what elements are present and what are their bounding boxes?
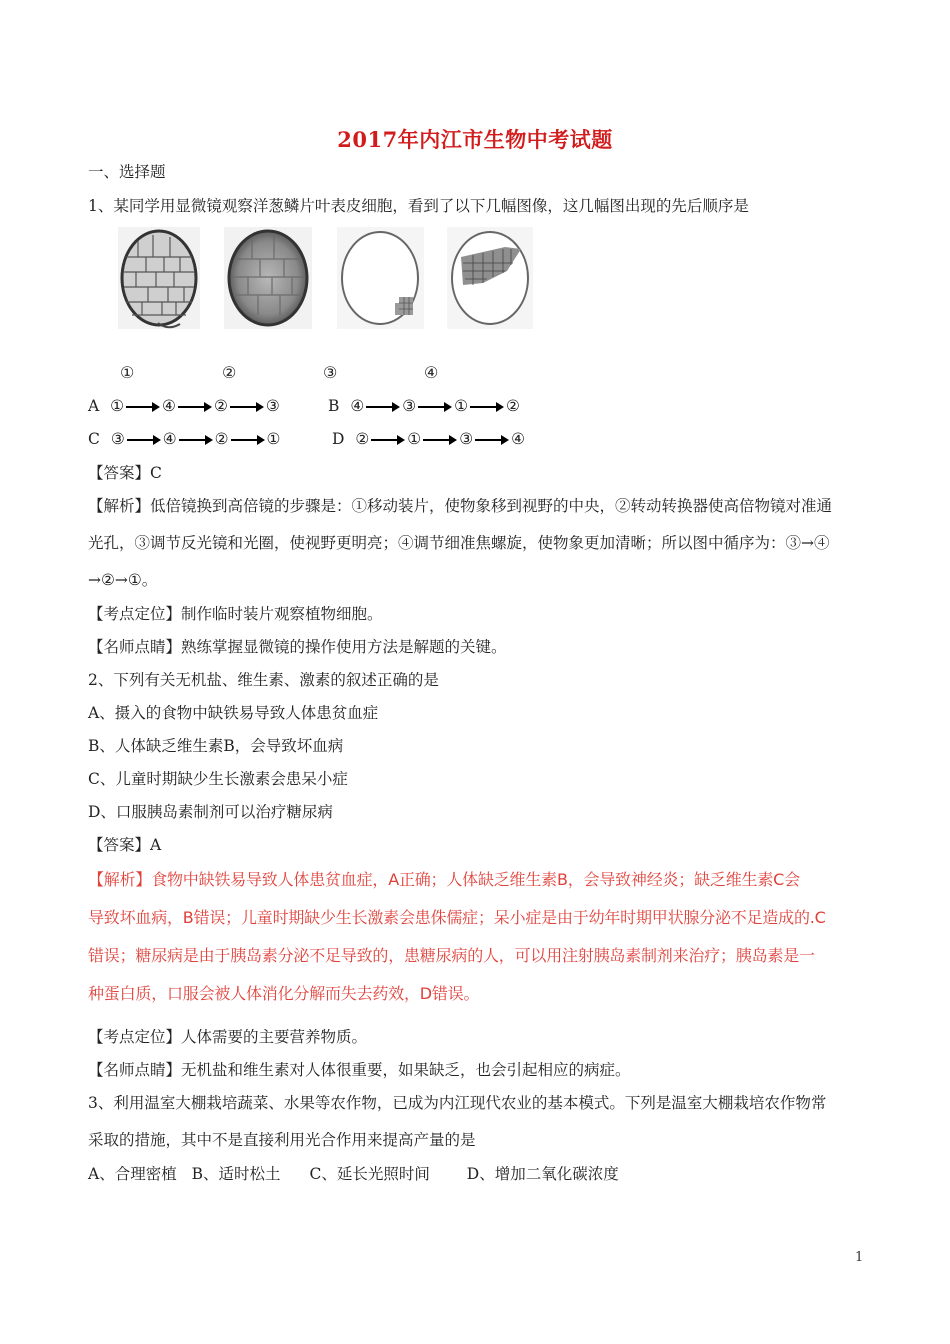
arrow-right-icon (231, 434, 265, 446)
sequence-item: ③ (265, 397, 280, 415)
q2-option-b: B、人体缺乏维生素B，会导致坏血病 (88, 737, 344, 755)
arrow-right-icon (127, 434, 161, 446)
arrow-right-icon (475, 434, 509, 446)
sequence-item: ④ (350, 397, 365, 415)
microscope-image-4 (447, 227, 533, 329)
page-title: 2017年内江市生物中考试题 (337, 127, 613, 152)
option-letter: C (88, 430, 100, 448)
arrow-right-icon (470, 401, 504, 413)
q1-knowledge-point: 【考点定位】制作临时装片观察植物细胞。 (88, 605, 383, 623)
q2-knowledge-point: 【考点定位】人体需要的主要营养物质。 (88, 1028, 368, 1046)
q1-stem: 1、某同学用显微镜观察洋葱鳞片叶表皮细胞，看到了以下几幅图像，这几幅图出现的先后顺序是 (88, 197, 749, 215)
q3-options (88, 1164, 619, 1184)
arrow-right-icon (366, 401, 400, 413)
arrow-right-icon (418, 401, 452, 413)
sequence-item: ① (407, 430, 422, 448)
microscope-image-3 (337, 227, 424, 329)
sequence-item: ② (214, 430, 229, 448)
q1-analysis-line-2: 光孔，③调节反光镜和光圈，使视野更明亮；④调节细准焦螺旋，使物象更加清晰；所以图中循序为：③→④ (88, 534, 830, 552)
q2-analysis-line-1: 【解析】食物中缺铁易导致人体患贫血症，A正确；人体缺乏维生素B，会导致神经炎；缺乏维生素C会 (88, 870, 800, 889)
q2-answer: 【答案】A (88, 836, 162, 854)
q3-stem-line-2: 采取的措施，其中不是直接利用光合作用来提高产量的是 (88, 1131, 476, 1149)
q2-option-a: A、摄入的食物中缺铁易导致人体患贫血症 (88, 704, 379, 722)
microscope-image-2 (224, 227, 312, 329)
page-number: 1 (855, 1250, 864, 1265)
q3-option-a: A、合理密植 (88, 1165, 177, 1183)
sequence-item: ③ (459, 430, 474, 448)
option-letter: D (332, 430, 345, 448)
arrow-right-icon (178, 401, 212, 413)
image-label-2: ② (222, 363, 237, 382)
sequence-item: ② (213, 397, 228, 415)
q2-analysis-line-3: 错误；糖尿病是由于胰岛素分泌不足导致的，患糖尿病的人，可以用注射胰岛素制剂来治疗；胰岛素是一 (88, 946, 815, 965)
image-label-3: ③ (323, 363, 338, 382)
image-label-4: ④ (424, 363, 439, 382)
q2-teacher-tip: 【名师点睛】无机盐和维生素对人体很重要，如果缺乏，也会引起相应的病症。 (88, 1061, 631, 1079)
sequence-item: ③ (110, 430, 125, 448)
sequence-item: ② (355, 430, 370, 448)
q1-option-d (332, 430, 525, 448)
q2-option-d: D、口服胰岛素制剂可以治疗糖尿病 (88, 803, 333, 821)
sequence-item: ② (506, 397, 520, 415)
q3-stem-line-1: 3、利用温室大棚栽培蔬菜、水果等农作物，已成为内江现代农业的基本模式。下列是温室大棚栽培农作物常 (88, 1094, 827, 1112)
q3-option-c: C、延长光照时间 (309, 1165, 430, 1183)
arrow-right-icon (179, 434, 213, 446)
q1-teacher-tip: 【名师点睛】熟练掌握显微镜的操作使用方法是解题的关键。 (88, 638, 507, 656)
option-letter: B (328, 397, 340, 415)
q3-option-b: B、适时松土 (191, 1165, 281, 1183)
sequence-item: ④ (511, 430, 525, 448)
q2-stem: 2、下列有关无机盐、维生素、激素的叙述正确的是 (88, 671, 439, 689)
sequence-item: ① (454, 397, 469, 415)
sequence-item: ④ (162, 430, 177, 448)
image-label-1: ① (120, 363, 135, 382)
arrow-right-icon (126, 401, 160, 413)
section-heading: 一、选择题 (88, 163, 166, 181)
arrow-right-icon (230, 401, 264, 413)
sequence-item: ④ (162, 397, 176, 415)
sequence-item: ① (266, 430, 281, 448)
q2-option-c: C、儿童时期缺少生长激素会患呆小症 (88, 770, 348, 788)
microscope-image-1 (118, 227, 200, 329)
q1-option-b (328, 397, 520, 415)
option-letter: A (88, 397, 100, 415)
q2-analysis-line-4: 种蛋白质，口服会被人体消化分解而失去药效，D错误。 (88, 984, 480, 1003)
q1-answer: 【答案】C (88, 464, 162, 482)
q1-option-c (88, 430, 280, 448)
q2-analysis-line-2: 导致坏血病，B错误；儿童时期缺少生长激素会患侏儒症；呆小症是由于幼年时期甲状腺分泌不足造成的.C (88, 908, 826, 927)
arrow-right-icon (371, 434, 405, 446)
q1-option-a (88, 397, 280, 415)
sequence-item: ③ (402, 397, 417, 415)
sequence-item: ① (110, 397, 125, 415)
q1-analysis-line-3: →②→①。 (88, 571, 158, 589)
q3-option-d: D、增加二氧化碳浓度 (466, 1165, 619, 1183)
q1-analysis-line-1: 【解析】低倍镜换到高倍镜的步骤是：①移动装片，使物象移到视野的中央，②转动转换器使高倍物镜对准通 (88, 497, 833, 515)
arrow-right-icon (423, 434, 457, 446)
